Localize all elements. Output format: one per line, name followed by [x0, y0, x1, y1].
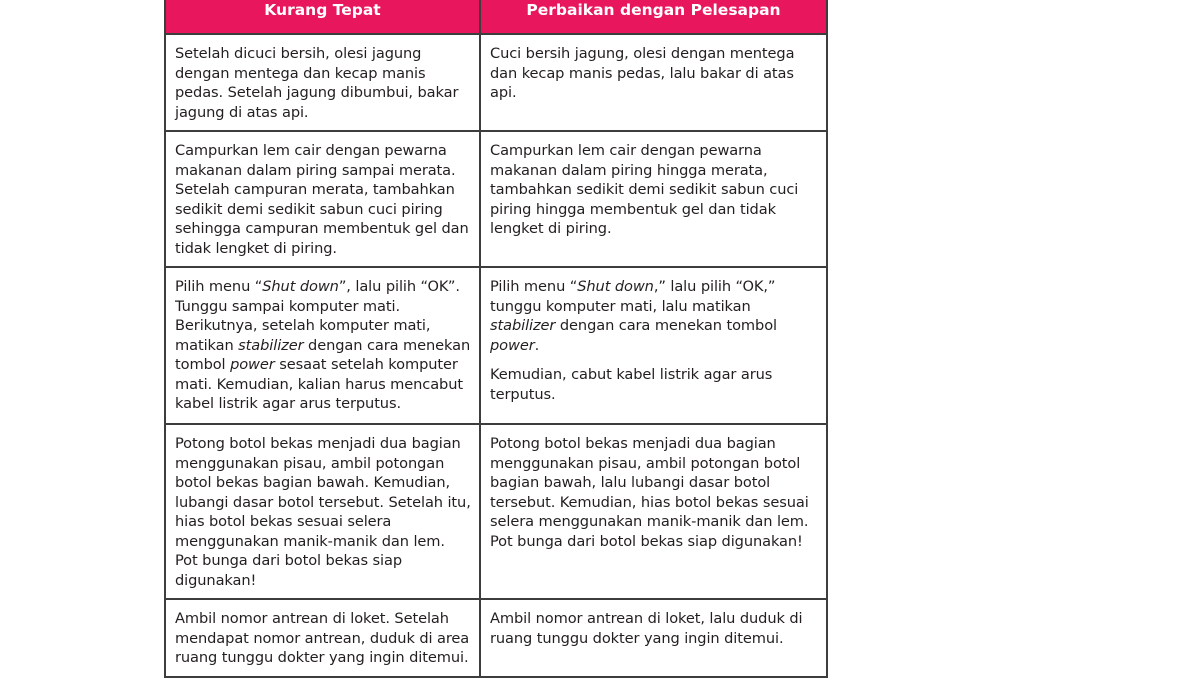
cell-text: Pilih menu “Shut down”, lalu pilih “OK”. Tunggu sampai komputer mati. Berikutnya, setelah komputer mati, matikan stabilizer dengan cara menekan tombol power sesaat setelah komputer mati. Kemudian, kalian harus mencabut kabel listrik agar arus terputus. — [175, 278, 471, 412]
italic-term: stabilizer — [490, 317, 556, 334]
cell-perbaikan — [480, 34, 827, 131]
cell-text: Setelah dicuci bersih, olesi jagung dengan mentega dan kecap manis pedas. Setelah jagung dibumbui, bakar jagung di atas api. — [175, 45, 459, 121]
cell-text: Kemudian, cabut kabel listrik agar arus terputus. — [490, 366, 773, 403]
header-perbaikan: Perbaikan dengan Pelesapan — [480, 0, 827, 34]
cell-text: Potong botol bekas menjadi dua bagian menggunakan pisau, ambil potongan botol bekas bagian bawah. Kemudian, lubangi dasar botol tersebut. Setelah itu, hias botol bekas sesuai selera menggunakan manik-manik dan lem. Pot bunga dari botol bekas siap digunakan! — [175, 435, 471, 589]
table-row — [165, 34, 827, 131]
italic-term: power — [490, 336, 535, 354]
italic-term: stabilizer — [238, 336, 304, 354]
table-row — [165, 131, 827, 267]
cell-text: Campurkan lem cair dengan pewarna makanan dalam piring hingga merata, tambahkan sedikit demi sedikit sabun cuci piring hingga membentuk gel dan tidak lengket di piring. — [490, 142, 799, 237]
cell-kurang-tepat — [165, 34, 480, 131]
cell-text: Campurkan lem cair dengan pewarna makanan dalam piring sampai merata. Setelah campuran merata, tambahkan sedikit demi sedikit sabun cuci piring sehingga campuran membentuk gel dan tidak lengket di piring. — [175, 142, 469, 257]
cell-kurang-tepat — [165, 267, 480, 424]
cell-kurang-tepat — [165, 131, 480, 267]
table-row — [165, 267, 827, 424]
cell-perbaikan — [480, 131, 827, 267]
italic-term: Shut down — [262, 278, 339, 295]
italic-term: Shut down — [577, 278, 654, 295]
table-row — [165, 424, 827, 599]
cell-perbaikan — [480, 267, 827, 424]
cell-perbaikan — [480, 424, 827, 599]
cell-perbaikan — [480, 599, 827, 677]
cell-text: Cuci bersih jagung, olesi dengan mentega dan kecap manis pedas, lalu bakar di atas api. — [490, 45, 795, 101]
cell-kurang-tepat — [165, 599, 480, 677]
header-row — [165, 0, 827, 34]
table-body — [165, 34, 827, 677]
cell-text: Potong botol bekas menjadi dua bagian menggunakan pisau, ambil potongan botol bagian bawah, lalu lubangi dasar botol tersebut. Kemudian, hias botol bekas sesuai selera menggunakan manik-manik dan lem. Pot bunga dari botol bekas siap digunakan! — [490, 435, 809, 550]
cell-text: Ambil nomor antrean di loket. Setelah mendapat nomor antrean, duduk di area ruang tunggu dokter yang ingin ditemui. — [175, 610, 470, 666]
cell-kurang-tepat — [165, 424, 480, 599]
table-row — [165, 599, 827, 677]
table-header — [165, 0, 827, 34]
cell-text: Pilih menu “Shut down,” lalu pilih “OK,” tunggu komputer mati, lalu matikan stabilizer dengan cara menekan tombol power. — [490, 278, 777, 354]
cell-text: Ambil nomor antrean di loket, lalu duduk di ruang tunggu dokter yang ingin ditemui. — [490, 610, 803, 647]
comparison-table — [164, 0, 828, 678]
italic-term: power — [230, 356, 275, 373]
header-kurang-tepat: Kurang Tepat — [165, 0, 480, 34]
